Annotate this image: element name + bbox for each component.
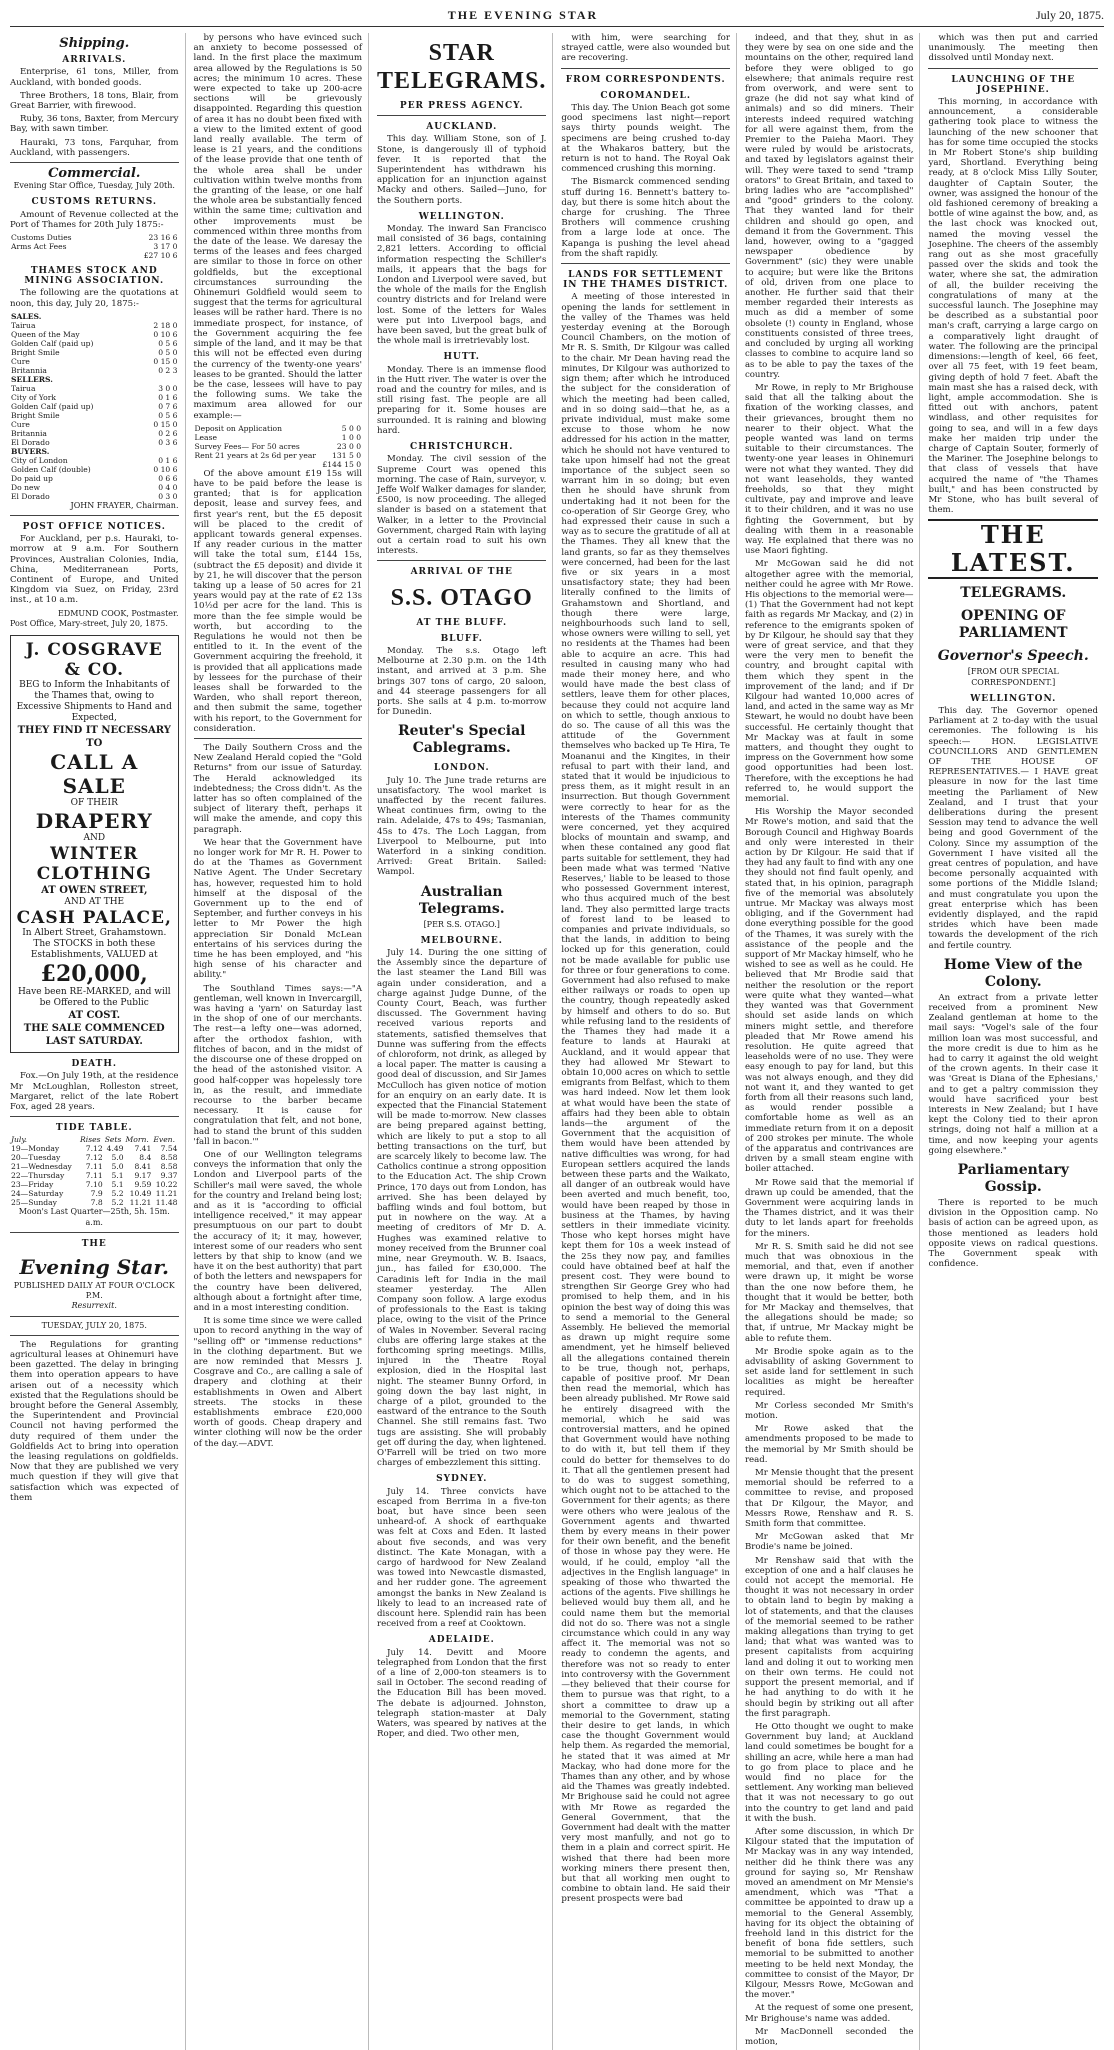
table-row <box>10 402 179 411</box>
arrival-item: Ruby, 36 tons, Baxter, from Mercury Bay, with sawn timber. <box>10 114 179 135</box>
opening-parliament-heading: OPENING OF PARLIAMENT <box>958 608 1068 642</box>
table-cell: City of York <box>11 392 56 402</box>
news-paragraph: An extract from a private letter received from a prominent New Zealand gentleman at home to the mail says: "Vogel's sale of the four million loan was most successful, and the more credit is due to him as he had to carry it against the old weight of the crown agents. In their case it was 'Great is Diana of the Ephesians,' and to get a paltry commission they would have sacrificed your best interests in New Zealand; but I have kept the Colony tied to their apron strings, doing not half a million at a time, and now keeping your agents going elsewhere." <box>928 992 1098 1156</box>
column-header: July. <box>11 1135 28 1145</box>
column-4 <box>561 33 737 2050</box>
table-cell: 7.9 <box>90 1189 103 1199</box>
table-row <box>10 456 179 465</box>
table-cell: 0 1 6 <box>158 392 178 402</box>
table-row <box>10 242 179 251</box>
news-paragraph: At the request of some one present, Mr Brighouse's name was added. <box>744 2003 914 2024</box>
news-paragraph: Mr Corless seconded Mr Smith's motion. <box>744 1400 914 1422</box>
table-cell: 8.41 <box>134 1162 152 1172</box>
stocks-table <box>10 312 179 501</box>
table-row <box>10 1171 179 1180</box>
table-row <box>10 348 179 357</box>
table-cell: 9.17 <box>134 1171 152 1181</box>
correspondents-heading: FROM CORRESPONDENTS. <box>565 74 726 85</box>
telegram-text: July 14. During the one sitting of the Assembly since the departure of the last steamer the Land Bill was again under consideration, and a charge against Judge Dunne, of the County Court, Beach, was further discussed. The Government having received various reports and statements, satisfied themselves that Dunne was suffering from the effects of chloroform, not drink, as alleged by a local paper. The matter is causing a good deal of discussion, and Sir James McCulloch has given notice of motion for an enquiry on an early date. It is expected that the Financial Statement will be made to-morrow. New classes are being prepared against betting, which are likely to put a stop to all betting transactions on the turf, but are scarcely likely to become law. The Catholics continue a strong opposition to the Education Act. The ship Crown Prince, 170 days out from London, has arrived. She has been delayed by baffling winds and foul bottom, but put in nowhere on the way. At a meeting of creditors of Mr D. A. Hughes was examined relative to money received from the Brunner coal mine, near Greymouth. W. B. Isaacs, jun., has failed for £30,000. The Caradinis left for India in the mail steamer yesterday. The Allen Company soon follow. A large exodus of professionals to the East is taking place, owing to the visit of the Prince of Wales in November. Several racing clubs are offering large stakes at the forthcoming spring meetings. Millis, injured in the Theatre Royal explosion, died in the Hospital last night. The steamer Bunny Orford, in going down the bay last night, in charge of a pilot, grounded to the eastward of the entrance to the South Channel. She still remains fast. Two tugs are assisting. She will probably get off during the day, when lightened. O'Farrell will be tried on two more charges of embezzlement this sitting. <box>377 948 547 1469</box>
news-paragraph: indeed, and that they, shut in as they were by sea on one side and the mountains on the other, required land before they were obliged to go elsewhere; that animals require rest from overwork, and were sent to graze (he did not say what kind of animals) and so did miners. Their interests indeed required watching for all were against them, from the Premier to the Paieha Maori. They were ruled by would be aristocrats, and taxed by legislators against their will. They were taxed to send "tramp orators" to Great Britain, and taxed to bring ladies who are "accomplished" and "good" grinders to the colony. That they wanted land for their children and should go open, and demand it from the Government. This land, however, owing to a "gagged newspaper obedience by Government" (sic) they were unable to acquire; but were like the Britons of old, driven from one place to another. He further said that their member regarded their interests as much as did a member of some obsolete (!) county in England, whose constituents consisted of three trees, and concluded by urging all working classes to combine to acquire land so as to be able to pay the taxes of the country. <box>744 33 914 380</box>
telegram-text: This day. William Stone, son of J. Stone, is dangerously ill of typhoid fever. It is reported that the Superintendent has withdrawn his application for an injunction against Macky and others. Sailed—Juno, for the Southern ports. <box>377 134 547 206</box>
table-row <box>10 465 179 474</box>
table-cell: 0 2 6 <box>158 428 178 438</box>
table-cell: 0 15 0 <box>153 356 178 366</box>
fees-table <box>194 424 363 469</box>
table-cell: 10.22 <box>155 1180 178 1190</box>
table-row <box>10 1153 179 1162</box>
table-cell: Britannia <box>11 428 47 438</box>
masthead <box>10 8 1104 27</box>
table-cell: £27 10 6 <box>143 251 178 261</box>
table-cell: 0 7 6 <box>158 401 178 411</box>
masthead-title: THE EVENING STAR <box>447 8 599 22</box>
table-cell: 1 0 0 <box>341 432 362 442</box>
news-paragraph: The Bismarck commenced sending stuff during 16. Bennett's battery to-day, but there is some hitch about the charge for crushing. The Three Brothers will commence crushing from a large lode at once. The Kapanga is pushing the level ahead from the shaft rapidly. <box>561 177 730 259</box>
table-cell: 7.11 <box>85 1171 103 1181</box>
news-paragraph: It is some time since we were called upon to record anything in the way of "selling off" or "immense reductions" in the clothing department. But we are now reminded that Messrs J. Cosgrave and Co., are calling a sale of drapery and clothing at their establishments in Owen and Albert streets. The stocks in these establishments embrace £20,000 worth of goods. Cheap drapery and winter clothing will now be the order of the day.—ADVT. <box>193 1316 363 1449</box>
news-paragraph: Mr McGowan asked that Mr Brodie's name be joined. <box>744 1532 914 1553</box>
table-row <box>10 357 179 366</box>
editorial-lead: The Regulations for granting agricultural leases at Ohinemuri have been gazetted. The delay in bringing them into operation appears to have arisen out of a necessity which existed that the Regulations should be brought before the General Assembly, the Superintendent and Provincial Council not having performed the duty required of them under the Goldfields Act to bring into operation the leasing regulations on goldfields. Now that they are published we very much question if they will give that satisfaction which was expected of them <box>10 1339 179 1503</box>
news-paragraph: This morning, in accordance with announcement, a considerable gathering took place to witness the launching of the new schooner that has for some time occupied the stocks in Mr Robert Stone's ship building yard, Shortland. Everything being ready, at 8 o'clock Miss Lilly Souter, daughter of Captain Souter, the owner, was assigned the honour of the old fashioned ceremony of breaking a bottle of wine against the bow, and, as the last chock was knocked out, named the moving vessel the Josephine. The cheers of the assembly rang out as she most gracefully passed over the skids and took the water, where she sat, the admiration of all, the builder receiving the congratulations of many at the successful launch. The Josephine may be described as a substantial poor man's craft, carrying a large cargo on a comparatively light draught of water. The following are the principal dimensions:—length of keel, 66 feet, over all 75 feet, with 19 feet beam, giving depth of hold 7 feet. Abaft the main mast she has a raised deck, with light, ample accommodation. She is fitted out with anchors, patent windlass, and other requisites for going to sea, and will in a few days make her maiden trip under the charge of Captain Souter, formerly of the Mariner. The Josephine belongs to that class of vessels that have acquired the name of "the Thames built," and has been constructed by Mr Stone, who has built several of them. <box>928 97 1098 516</box>
dateline: HUTT. <box>443 352 480 363</box>
home-view-heading: Home View of the Colony. <box>943 956 1083 990</box>
office-line: Evening Star Office, Tuesday, July 20th. <box>13 181 175 191</box>
news-paragraph: The Southland Times says:—"A gentleman, well known in Invercargill, was having a 'yarn' on Saturday last in the shop of one of our merchants. The rest—a lefty one—was adorned, after the orthodox fashion, with flitches of bacon, and in the midst of the discourse one of these dropped on the head of the astonished visitor. A good half-copper was hopelessly tore in, as the result, and immediate recourse to the barber became necessary. It is cause for congratulation that felt, and not bone, had to stand the brunt of this sudden 'fall in bacon.'" <box>193 983 363 1147</box>
ad-commence: THE SALE COMMENCED LAST SATURDAY. <box>23 1023 165 1048</box>
table-row <box>10 429 179 438</box>
telegram-text: Monday. The inward San Francisco mail consisted of 36 bags, containing 2,821 letters. According to official information respecting the Schiller's mails, it appears that the bags for London and Liverpool were saved, but the whole of the mails for the English country districts and for Ireland were lost. Some of the letters for Wales were put into Liverpool bags, and have been saved, but the great bulk of the whole mail is irretrievably lost. <box>377 224 547 347</box>
parliamentary-gossip-heading: Parliamentary Gossip. <box>957 1162 1069 1196</box>
table-cell: 5.2 <box>111 1189 124 1199</box>
table-row <box>10 492 179 501</box>
table-cell: Customs Duties <box>11 233 72 243</box>
news-paragraph: Mr McGowan said he did not altogether agree with the memorial, neither could he agree with Mr Rowe. His objections to the memorial were—(1) That the Government had not kept faith as regards Mr Mackay, and (2) in reference to the emigrants spoken of by Dr Kilgour, he should say that they were of great service, and that they were the very men to benefit the country, and brought capital with them which they spent in the improvement of the land; and if Dr Kilgour had wanted 10,000 acres of land, and acted in the same way as Mr Stewart, he would no doubt have been successful. He certainly thought that Mr Mackay was at fault in some matters, and thought they ought to impress on the Government how some good opportunities had been lost. Therefore, with the exceptions he had referred to, he would support the memorial. <box>744 559 914 805</box>
news-paragraph: Mr Brodie spoke again as to the advisability of asking Government to set aside land for settlement in such localities as might be hereafter required. <box>744 1346 914 1398</box>
table-row <box>10 321 179 330</box>
dateline: ADELAIDE. <box>428 1635 495 1646</box>
correspondent-note: [FROM OUR SPECIAL CORRESPONDENT.] <box>967 667 1059 687</box>
table-cell: 9.59 <box>134 1180 152 1190</box>
bluff-subheading: AT THE BLUFF. <box>416 617 508 628</box>
table-row <box>10 375 179 384</box>
dateline: BLUFF. <box>440 633 483 644</box>
news-paragraph: This day. The Union Beach got some good specimens last night—report says thirty pounds weight. The specimens are being crushed to-day at the Whakaros battery, but the return is not to hand. The Royal Oak commenced crushing this morning. <box>561 103 730 175</box>
table-row <box>10 339 179 348</box>
table-cell: 2 18 0 <box>153 320 178 330</box>
news-paragraph: His Worship the Mayor seconded Mr Rowe's motion, and said that the Borough Council and Highway Boards and only were interested in their action by Dr Kilgour. He said that if they had any fault to find with any one they should not find fault openly, and stated that, in his opinion, paragraph five of the memorial was absolutely untrue. Mr Mackay was always most obliging, and if the Government had done everything possible for the good of the Thames, it was surely with the assistance of the people and the support of Mr Mackay himself, who he wished to see as well as he could. He believed that Mr Brodie said that neither the resolution or the report were quite what they wanted—what they wanted was that Government should set aside lands on which miners might settle, and therefore pleaded that Mr Rowe amend his resolution. He quite agreed that leaseholds were of no use. They were easy enough to pay for land, but this was not always enough, and they did not want it, and they wanted to get forth from all their reasons such land, as would render possible a comfortable home as well as an immediate return from it on a deposit of 200 strokes per minute. The whole of the apparatus and contrivances are driven by a small steam engine with boiler attached. <box>744 807 914 1175</box>
death-heading: DEATH. <box>71 1059 117 1070</box>
chairman: JOHN FRAYER, Chairman. <box>70 500 179 510</box>
dateline: MELBOURNE. <box>420 935 503 946</box>
table-row <box>10 233 179 242</box>
issue-date: TUESDAY, JULY 20, 1875. <box>41 1320 147 1330</box>
column-5 <box>745 33 921 2050</box>
news-paragraph: We hear that the Government have no longer work for Mr R. H. Power to do at the Thames as Government Native Agent. The Under Secretary has, however, requested him to hold himself at the disposal of the Government up to the end of September, and further conveys in his letter to Mr Power the high appreciation Sir Donald McLean entertains of his services during the time he has been employed, and "his high sense of his character and ability." <box>193 837 363 981</box>
news-paragraph: There is reported to be much division in the Opposition camp. No basis of action can be agreed upon, as those mentioned as leaders hold opposite views on radical questions. The Government speak with confidence. <box>928 1198 1098 1270</box>
table-row <box>10 330 179 339</box>
post-office-text: For Auckland, per p.s. Hauraki, to-morrow at 9 a.m. For Southern Provinces, Australian Colonies, India, China, Mediterranean Ports, Continent of Europe, and United Kingdom via Suez, on Friday, 23rd inst., at 10 a.m. <box>10 534 179 606</box>
table-cell: 0 10 6 <box>153 464 178 474</box>
table-cell <box>10 251 117 260</box>
table-cell: 131 5 0 <box>332 450 362 460</box>
table-cell: Cure <box>11 356 30 366</box>
ad-drapery: DRAPERY <box>35 809 153 834</box>
customs-intro: Amount of Revenue collected at the Port of Thames for 20th July 1875:- <box>10 209 179 230</box>
ad-cash-palace: CASH PALACE, <box>16 908 172 929</box>
table-cell: Lease <box>194 432 217 442</box>
table-row <box>10 1144 179 1153</box>
news-paragraph: The Daily Southern Cross and the New Zealand Herald copied the "Gold Returns" from our issue of Saturday. The Herald acknowledged its indebtedness; the Cross didn't. As the latter has so often complained of the subject of literary theft, perhaps it will make the amende, and copy this paragraph. <box>193 743 363 835</box>
ad-marked: Have been RE-MARKED, and will be Offered to the Public <box>17 987 171 1009</box>
table-cell: 8.58 <box>160 1162 178 1172</box>
table-cell: 0 5 0 <box>158 347 178 357</box>
table-cell: 0 15 0 <box>153 419 178 429</box>
table-cell: Tairua <box>11 320 36 330</box>
aus-subheading: [PER S.S. OTAGO.] <box>423 919 500 929</box>
customs-table <box>10 233 179 260</box>
news-paragraph: Mr Rowe said that the memorial if drawn up could be amended, that the Government were acquiring lands in the Thames district, and it was their duty to let lands apart for freeholds for the miners. <box>744 1177 914 1239</box>
table-cell: Rent 21 years at 2s 6d per year <box>194 450 316 460</box>
table-cell: 3 17 0 <box>153 242 178 252</box>
table-row <box>194 460 363 469</box>
table-row <box>194 451 363 460</box>
table-cell <box>194 460 321 469</box>
table-cell: 5.0 <box>111 1153 124 1163</box>
news-paragraph: Mr MacDonnell seconded the motion, <box>744 2026 914 2047</box>
telegram-text: Monday. The civil session of the Supreme Court was opened this morning. The case of Rain, surveyor, v. Jeffe Wolf Walker damages for slander, £500, is now proceeding. The alleged slander is based on a statement that Walker, in a letter to the Provincial Government, charged Rain with laying out a certain road to suit his own interests. <box>377 454 547 557</box>
table-cell: 7.54 <box>160 1144 178 1154</box>
table-row <box>10 1162 179 1171</box>
tide-heading: TIDE TABLE. <box>55 1123 133 1134</box>
column-3 <box>377 33 553 2050</box>
table-cell: 0 5 6 <box>158 338 178 348</box>
dateline: WELLINGTON. <box>970 693 1057 704</box>
table-row <box>194 442 363 451</box>
news-paragraph: A meeting of those interested in opening the lands for settlement in the valley of the Thames was held yesterday evening at the Borough Council Chambers, on the motion of Mr R. S. Smith, Dr Kilgour was called to the chair. Mr Dean having read the minutes, Dr Kilgour was authorized to sign them; after which he introduced the subject for the consideration of which the meeting had been called, and in so doing said—that he, as a private individual, must make some excuse to those whom he now addressed for his action in the matter, which he should not have ventured to take upon himself had not the great importance of the subject seen so warrant him in so doing; but even then he should have shrunk from undertaking had it not been for the co-operation of Sir George Grey, who had expressed their cause in such a way as to secure the gratitude of all at the Thames. They all knew that the land grants, so far as they themselves were concerned, had been for the last five or six years in a most unsatisfactory state; they had been literally confined to the limits of Grahamstown and Shortland, and though there were large, neighbourhoods such land to sell, whose owners were willing to sell, yet no residents at the Thames had been able to acquire an acre. This had resulted in causing many who had made their money here, and who would have made the best class of settlers, leave them for other places, because they could not acquire land on which to settle, though anxious to do so. The cause of all this was the attitude of the Government themselves who backed up Te Hira, Te Moananui and the Kingites, in their refusal to part with their land, and stated that it would be injudicious to press them, as it might result in an insurrection. But though Government were correctly to hear for as the interests of the Thames community were concerned, yet they acquired blocks of mountain and swamp, and when these contained any good flat parts suitable for settlement, they had been made what was termed 'Native Reserves,' liable to be leased to those who possessed Government interest, who thus acquired much of the best land. They also permitted large tracts of forest land to be leased to companies and private individuals, so that the lands, in addition to being locked up for this generation, could not be made available for public use for three or four generations to come. Government had also refused to make either railways or roads to open up the country, though repeatedly asked by himself and others to do so. But while refusing land to the residents of the Thames they had made it a feature to lands at Hauraki at Auckland, and it would appear that they had allowed Mr Stewart to obtain 10,000 acres on which to settle emigrants from Belfast, which to them was hard indeed. Now let them look at what would have been the state of affairs had they been able to obtain lands—the argument of the Government that the acquisition of them would have been attended by native difficulties was wrong, for had European settlers acquired the lands between these parts and the Waikato, all danger of an outbreak would have been averted and much benefit, too, would have been reaped by those in business at the Thames, by having settlers in their immediate vicinity. Those who kept horses might have kept them for 10s a week instead of the 25s they now pay, and families could have obtained beef at half the present cost. They were bound to strengthen Sir George Grey who had promised to help them, and in his opinion the best way of doing this was to send a memorial to the General Assembly. He believed the memorial as drawn up might require some amendment, yet he himself believed all the allegations contained therein to be true, though not, perhaps, capable of positive proof. Mr Dean then read the memorial, which has been already published. Mr Rowe said he entirely disagreed with the memorial, which he said was controversial matters, and he opined that Government would have nothing to do with it, but tell them if they could do better for themselves to do it. That all the gentlemen present had to do was to suggest something, which ought not to be attached to the Government for their agents; as there were others who were jealous of the Government agents and thwarted them by every means in their power for their own benefit, and the benefit of those in whose pay they were. He would, if he could, employ "all the adjectives in the English language" in speaking of those who thwarted the actions of the agents. Five shillings he believed would buy them all, and he could name them but the memorial did not do so. There was not a single circumstance which could in any way affect it. The memorial was not so ready to condemn the agents, and therefore was not so ready to enter into controversy with the Government—they believed that their course for them to pursue was that right, to a short a committee to draw up a memorial to the Government, stating their desire to get lands, in which case the thought Government would help them. As regarded the memorial, he stated that it was aimed at Mr Mackay, who had done more for the Thames than any other, and by whose aid the Thames was greatly indebted. Mr Brighouse said he could not agree with Mr Rowe as regarded the General Government, that the Government had dealt with the matter very most manfully, and not go to them in a plain and correct spirit. He wished that there had been more working miners there present then, but that all working men ought to combine to obtain land. He said their present prospects were bad <box>561 292 730 1905</box>
news-paragraph: Mr Mensie thought that the present memorial should be referred to a committee to revise, and proposed that Dr Kilgour, the Mayor, and Messrs Rowe, Renshaw and R. S. Smith form that committee. <box>744 1468 914 1530</box>
table-cell: 8.4 <box>139 1153 152 1163</box>
dateline: SYDNEY. <box>436 1474 488 1485</box>
table-cell: El Dorado <box>11 437 50 447</box>
ad-at: AT OWEN STREET, <box>41 885 148 897</box>
column-6 <box>928 33 1104 2050</box>
lands-heading: LANDS FOR SETTLEMENT IN THE THAMES DISTRICT. <box>563 270 729 291</box>
telegram-text: Monday. The s.s. Otago left Melbourne at 2.30 p.m. on the 14th instant, and arrived at 3 p.m. She brings 307 tons of cargo, 20 saloon, and 44 steerage passengers for all ports. She sails at 4 p.m. to-morrow for Dunedin. <box>377 645 547 718</box>
paper-title: Evening Star. <box>19 1254 170 1279</box>
news-paragraph: which was then put and carried unanimously. The meeting then dissolved until Monday next. <box>928 33 1098 64</box>
table-cell: 0 3 0 <box>158 491 178 501</box>
table-cell: 0 3 6 <box>158 437 178 447</box>
table-cell: 3 0 0 <box>158 383 178 393</box>
table-row <box>10 420 179 429</box>
section-label: BUYERS. <box>11 446 50 456</box>
exchange-heading: THAMES STOCK AND MINING ASSOCIATION. <box>24 266 165 287</box>
dateline: CHRISTCHURCH. <box>410 442 514 453</box>
table-cell: Britannia <box>11 365 47 375</box>
table-header <box>10 1135 179 1144</box>
table-cell: Golden Calf (double) <box>11 464 91 474</box>
post-office-heading: POST OFFICE NOTICES. <box>22 522 166 533</box>
arrivals-heading: ARRIVALS. <box>62 55 127 66</box>
telegram-text: July 14. Devitt and Moore telegraphed from London that the first of a line of 2,000-ton steamers is to sail in October. The second reading of the Education Bill has been moved. The debate is adjourned. Johnston, telegraph station-master at Daly Waters, was speared by natives at the Roper, and died. Two other men, <box>377 1647 547 1740</box>
telegram-text: July 14. Three convicts have escaped from Berrima in a five-ton boat, but have since been seen unheard-of. A shock of earthquake was felt at Coxs and Eden. It lasted about five seconds, and was very distinct. The Kate Monagan, with a cargo of hardwood for New Zealand was towed into Newcastle dismasted, and her rudder gone. The agreement amongst the banks in New Zealand is likely to lead to an increased rate of discount here. Splendid rain has been received from a reef at Cooktown. <box>377 1486 547 1630</box>
otago-heading: S.S. OTAGO <box>390 584 533 611</box>
table-row <box>10 312 179 321</box>
table-cell: 5.0 <box>111 1162 124 1172</box>
table-cell: Golden Calf (paid up) <box>11 401 94 411</box>
news-paragraph: One of our Wellington telegrams conveys the information that only the London and Liverpool parts of the Schiller's mail were saved, the whole for the country and Ireland being lost; and as it is "according to official intelligence received," it may appear presumptuous on our part to doubt the accuracy of it; it may, however, interest some of our readers who sent letters by that ship to know (and we have it on the best authority) that part of both the letters and newspapers for the country have been delivered, although about a fortnight after time, and in a most interesting condition. <box>193 1149 363 1313</box>
motto: Resurrexit. <box>71 1301 117 1311</box>
table-cell: 8.58 <box>160 1153 178 1163</box>
dateline: COROMANDEL. <box>600 90 691 101</box>
arrival-item: Three Brothers, 18 tons, Blair, from Great Barrier, with firewood. <box>10 90 179 112</box>
table-cell: Deposit on Application <box>194 423 282 433</box>
table-cell: 11.21 <box>155 1189 178 1199</box>
postmaster: EDMUND COOK, Postmaster. <box>57 608 179 618</box>
table-cell: 25—Sunday <box>11 1198 57 1208</box>
table-cell: 0 4 0 <box>158 482 178 492</box>
table-cell: 20—Tuesday <box>11 1153 61 1163</box>
table-cell: 0 2 3 <box>158 365 178 375</box>
paper-the: THE <box>81 1238 107 1249</box>
table-cell: 7.41 <box>134 1144 152 1154</box>
moon-phase: Moon's Last Quarter—25th, 5h. 15m. a.m. <box>18 1207 170 1227</box>
ad-winter: WINTER CLOTHING <box>36 844 152 885</box>
ad-cost: AT COST. <box>68 1010 121 1022</box>
table-cell: 23—Friday <box>11 1180 54 1190</box>
table-row <box>10 366 179 375</box>
table-cell: 21—Wednesday <box>11 1162 72 1172</box>
table-cell: Tairua <box>11 383 36 393</box>
table-cell: Cure <box>11 419 30 429</box>
table-cell: 24—Saturday <box>11 1189 64 1199</box>
exchange-intro: The following are the quotations at noon, this day, July 20, 1875:- <box>10 288 179 309</box>
australian-heading: Australian Telegrams. <box>418 883 505 917</box>
section-label: SELLERS. <box>11 374 53 384</box>
table-cell: Bright Smile <box>11 347 60 357</box>
table-cell: Golden Calf (paid up) <box>11 338 94 348</box>
arrival-item: Hauraki, 73 tons, Farquhar, from Auckland, with passengers. <box>10 137 179 158</box>
press-agency-subheading: PER PRESS AGENCY. <box>399 101 524 111</box>
table-cell: 5.1 <box>111 1180 124 1190</box>
table-row <box>10 393 179 402</box>
table-cell: 23 0 0 <box>336 441 362 451</box>
arrivals-list <box>10 67 179 158</box>
dateline: LONDON. <box>433 763 490 774</box>
news-paragraph: He Otto thought we ought to make Government buy land; at Auckland land could sometimes be bought for a shilling an acre, while here a man had to go from place to place and he would find no place for the settlement. Any working man believed that it was not necessary to go out into the country to get land and paid it with the bush. <box>744 1721 914 1824</box>
table-cell: 7.8 <box>90 1198 103 1208</box>
column-1 <box>10 33 186 2050</box>
table-row <box>10 251 179 260</box>
news-paragraph: Mr Rowe asked that the amendments proposed to be made to the memorial by Mr Smith should be read. <box>744 1424 914 1465</box>
table-row <box>194 433 363 442</box>
section-label: SALES. <box>11 311 42 321</box>
news-paragraph: Mr Rowe, in reply to Mr Brighouse said that all the talking about the fixation of the working classes, and their grievances, brought them no nearer to their object. What the people wanted was land on terms suitable to their circumstances. The twenty-one year leases in Ohinemuri were not what they wanted. They did not want leaseholds, they wanted freeholds, so that they might cultivate, pay and improve and leave it to their children, and it was no use fighting the Government, but by dealing with them in a reasonable way. He explained that there was no use Maori fighting. <box>744 382 914 557</box>
telegram-text: July 10. The June trade returns are unsatisfactory. The wool market is unaffected by the recent failures. Wheat continues firm, owing to the rain. Adelaide, 47s to 49s; Tasmanian, 45s to 47s. The Loch Laggan, from Liverpool to Melbourne, put into Waterford in a sinking condition. Arrived: Great Britain. Sailed: Wampol. <box>377 775 547 878</box>
table-cell: 7.11 <box>85 1162 103 1172</box>
column-header: Morn. <box>125 1135 149 1145</box>
table-cell: El Dorado <box>11 491 50 501</box>
ad-of: OF THEIR <box>70 798 118 809</box>
telegram-text: with him, were searching for strayed cattle, were also wounded but are recovering. <box>561 33 730 64</box>
shipping-heading: Shipping. <box>59 36 130 51</box>
post-date: Post Office, Mary-street, July 20, 1875. <box>10 618 168 628</box>
table-cell: 4.49 <box>106 1144 124 1154</box>
table-cell: 11.48 <box>155 1198 178 1208</box>
ad-and2: AND AT THE <box>64 897 125 908</box>
ad-and: AND <box>83 833 106 844</box>
table-cell: Arms Act Fees <box>11 242 67 252</box>
table-cell: 5.2 <box>111 1198 124 1208</box>
table-row <box>10 1198 179 1207</box>
ad-albert: In Albert Street, Grahamstown. <box>22 928 167 939</box>
table-cell: Do paid up <box>11 473 53 483</box>
masthead-date: July 20, 1875. <box>1035 8 1104 22</box>
news-paragraph: After some discussion, in which Dr Kilgour stated that the imputation of Mr Mackay was in any way intended, neither did he think there was any ground for saying so, Mr Renshaw moved an amendment on Mr Mensie's amendment, which was "That a committee be appointed to draw up a memorial to the General Assembly, having for its object the obtaining of freehold land in this district for the benefit of bona fide settlers, such memorial to be submitted to another meeting to be held next Monday, the committee to consist of the Mayor, Dr Kilgour, Messrs Rowe, McGowan and the mover." <box>744 1826 914 2001</box>
table-cell: 10.49 <box>129 1189 152 1199</box>
table-cell: 5.1 <box>111 1171 124 1181</box>
customs-heading: CUSTOMS RETURNS. <box>31 197 158 208</box>
table-row <box>10 384 179 393</box>
ad-call: CALL A SALE <box>50 750 139 799</box>
dateline: WELLINGTON. <box>418 211 505 222</box>
table-cell: Do new <box>11 482 40 492</box>
reuter-heading: Reuter's Special Cablegrams. <box>397 723 526 757</box>
table-row <box>10 411 179 420</box>
table-cell: 19—Monday <box>11 1144 60 1154</box>
table-cell: 11.21 <box>129 1198 152 1208</box>
table-row <box>10 1189 179 1198</box>
ad-name: J. COSGRAVE & CO. <box>25 640 163 681</box>
news-paragraph: This day. The Governor opened Parliament at 2 to-day with the usual ceremonies. The following is his speech:— HON. LEGISLATIVE COUNCILLORS AND GENTLEMEN OF THE HOUSE OF REPRESENTATIVES.— I HAVE great pleasure in now for the last time meeting the Parliament of New Zealand, and I trust that your deliberations during the present Session may tend to advance the well being and good Government of the Colony. Since my assumption of the Government I have visited all the great centres of population, and have become personally acquainted with some portions of the Middle Island; and must congratulate you upon the great enterprise which has been evidently displayed, and the rapid strides which have been made towards the development of the rich and fertile country. <box>928 705 1098 951</box>
ad-stocks: The STOCKS in both these Establishments, VALUED at <box>30 939 158 961</box>
governor-speech-heading: Governor's Speech. <box>937 648 1089 665</box>
dateline: AUCKLAND. <box>426 122 498 133</box>
telegrams-heading: TELEGRAMS. <box>960 585 1067 602</box>
table-cell: 23 16 6 <box>148 233 178 243</box>
editorial-text: Of the above amount £19 15s will have to be paid before the lease is granted; that is for application deposit, lease and survey fees, and first year's rent, but the £5 deposit will be placed to the credit of applicant towards general expenses. If any reader curious in the matter will take the total sum, £144 15s, (subtract the £5 deposit) and divide it by 21, he will discover that the person taking up a lease of 50 acres for 21 years would pay at the rate of £2 13s 10½d per acre for the land. This is more than the fee simple would be worth, but according to the Regulations he would not then be entitled to it. In the event of the Government acquiring the freehold, it is provided that all applications made by lessees for the purchase of their leases shall be forwarded to the Warden, who shall report thereon, and then submit the same, together with his report, to the Government for consideration. <box>193 468 363 734</box>
ad-price: £20,000, <box>40 961 148 988</box>
table-cell: City of London <box>11 455 68 465</box>
column-2 <box>194 33 370 2050</box>
editorial-text: by persons who have evinced such an anxiety to become possessed of land. In the first place the maximum area allowed by the Regulations is 50 acres; the minimum 10 acres. These were expected to take up 200-acre sections will be grievously disappointed. Regarding this question of area it has no doubt been fixed with a view to the limited extent of good land really available. The term of lease is 21 years, and the conditions of the lease provide that one tenth of the whole area shall be under cultivation within twelve months from the granting of the lease, or one half the whole area be substantially fenced within the same time; cultivation and other improvements must be commenced within three months from the date of the lease. We daresay the terms of the leases and fees charged are similar to those in force on other goldfields, but the exceptional circumstances surrounding the Ohinemuri Goldfield would seem to suggest that the terms for agricultural leases will be rather hard. There is no immediate prospect, for instance, of the Government acquiring the fee simple of the land, and it may be that this will not be effected even during the currency of the twenty-one years' leases to be granted. Should the latter be the case, lessees will have to pay the following sums. We take the maximum area allowed for our example:— <box>193 33 363 421</box>
table-cell: £144 15 0 <box>322 459 362 469</box>
arrival-item: Enterprise, 61 tons, Miller, from Auckland, with bonded goods. <box>10 67 179 88</box>
table-cell: Queen of the May <box>11 329 80 339</box>
table-cell: Survey Fees— For 50 acres <box>194 441 300 451</box>
star-telegrams-heading: STAR TELEGRAMS. <box>377 40 547 94</box>
table-cell: Bright Smile <box>11 410 60 420</box>
table-cell: 0 6 6 <box>158 473 178 483</box>
table-row <box>10 447 179 456</box>
latest-heading: THE LATEST. <box>928 519 1098 579</box>
news-paragraph: Mr Renshaw said that with the exception of one and a half clauses he could not accept the memorial. He thought it was not necessary in order to obtain land to begin by making a lot of statements, and that the clauses of the memorial seemed to be rather making allegations than trying to get land; that what was wanted was to present capitalists from acquiring land and doling it out to working men on their own terms. He could not support the present memorial, and if he had anything to do with it he should begin by striking out all after the first paragraph. <box>744 1555 914 1719</box>
table-row <box>10 474 179 483</box>
table-cell: 5 0 0 <box>341 423 362 433</box>
table-cell: 22—Thursday <box>11 1171 65 1181</box>
ad-line: BEG to Inform the Inhabitants of the Thames that, owing to Excessive Shipments to Hand and Expected, <box>16 680 172 724</box>
commercial-heading: Commercial. <box>48 166 141 182</box>
column-header: Sets <box>104 1135 122 1145</box>
death-notice: Fox.—On July 19th, at the residence Mr McLoughlan, Rolleston street, Margaret, relict of the late Robert Fox, aged 28 years. <box>10 1071 179 1112</box>
news-paragraph: Mr R. S. Smith said he did not see much that was obnoxious in the memorial, and that, even if another were drawn up, it might be worse than the one now before them, he thought that it would be better, both for Mr Mackay and themselves, that the allegations should be made; so that, if untrue, Mr Mackay might be able to refute them. <box>744 1241 914 1344</box>
table-cell: 7.10 <box>85 1180 103 1190</box>
table-cell: 9.37 <box>160 1171 178 1181</box>
table-cell: 0 5 6 <box>158 410 178 420</box>
telegram-text: Monday. There is an immense flood in the Hutt river. The water is over the road and the country for miles, and is still rising fast. The people are all preparing for it. Some houses are surrounded. It is raining and blowing hard. <box>377 364 547 436</box>
table-row <box>10 483 179 492</box>
column-header: Rises <box>80 1135 101 1145</box>
published-line: PUBLISHED DAILY AT FOUR O'CLOCK P.M. <box>13 1280 175 1301</box>
table-row <box>10 1180 179 1189</box>
table-cell: 0 1 6 <box>158 455 178 465</box>
launch-heading: LAUNCHING OF THE JOSEPHINE. <box>951 74 1076 95</box>
table-cell: 7.12 <box>85 1144 103 1154</box>
ad-line: THEY FIND IT NECESSARY TO <box>17 725 171 750</box>
tide-table <box>10 1135 179 1207</box>
arrival-heading: ARRIVAL OF THE <box>410 567 513 578</box>
table-cell: 7.12 <box>85 1153 103 1163</box>
table-row <box>10 438 179 447</box>
table-row <box>194 424 363 433</box>
table-cell: 0 10 6 <box>153 329 178 339</box>
cosgrave-advertisement <box>10 635 179 1053</box>
column-header: Even. <box>153 1135 175 1145</box>
